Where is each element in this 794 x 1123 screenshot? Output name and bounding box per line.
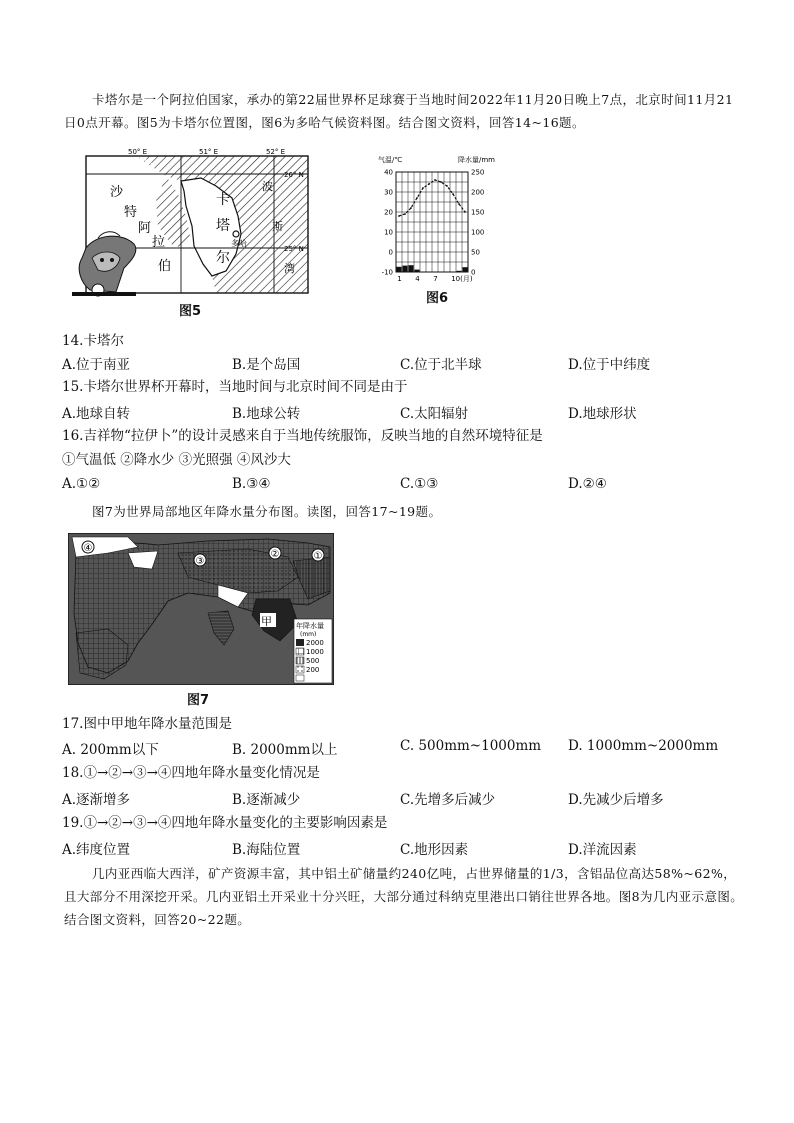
option-d: D.位于中纬度 xyxy=(568,357,651,373)
legend xyxy=(294,619,332,683)
right-tick-label: 100 xyxy=(471,228,485,237)
temperature-point xyxy=(446,185,448,187)
option-a: A.位于南亚 xyxy=(62,357,131,373)
right-tick-label: 150 xyxy=(471,208,485,217)
option-a: A.地球自转 xyxy=(62,406,131,422)
intro-paragraph-3: 几内亚西临大西洋，矿产资源丰富，其中铝土矿储量约240亿吨，占世界储量的1/3，含铝品位高达58%~62%，且大部分不用深挖开采。几内亚铝土开采业十分兴旺，大部分通过科纳克里港出口销往世界各地。图8为几内亚示意图。结合图文资料，回答20~22题。 xyxy=(64,866,744,927)
question-14 xyxy=(62,331,124,351)
option-d: D. 1000mm~2000mm xyxy=(568,738,719,754)
option-c: C. 500mm~1000mm xyxy=(400,738,542,754)
question-number: 14. xyxy=(62,333,84,349)
x-tick-label: 10(月) xyxy=(451,275,473,283)
left-tick-label: 0 xyxy=(388,248,393,257)
lon-label: 52° E xyxy=(266,148,286,156)
place-label: 沙 xyxy=(110,185,124,200)
question-16 xyxy=(62,426,543,446)
temperature-point xyxy=(434,179,436,181)
temperature-point xyxy=(398,215,400,217)
left-axis-label: 气温/℃ xyxy=(378,156,403,164)
option-d: D.②④ xyxy=(568,476,607,492)
place-label: 特 xyxy=(124,205,138,220)
temperature-point xyxy=(458,203,460,205)
option-a: A.逐渐增多 xyxy=(62,792,131,808)
question-text: ①→②→③→④四地年降水量变化的主要影响因素是 xyxy=(83,815,388,831)
marker-1: ① xyxy=(313,551,323,562)
figure-7-precipitation-map xyxy=(68,533,334,685)
right-tick-label: 200 xyxy=(471,188,485,197)
question-number: 19. xyxy=(62,815,84,831)
legend-label: 200 xyxy=(306,666,320,674)
left-tick-label: 30 xyxy=(384,188,393,197)
option-c: C.太阳辐射 xyxy=(400,406,469,422)
right-tick-label: 50 xyxy=(471,248,480,257)
option-b: B.是个岛国 xyxy=(232,357,301,373)
place-label: 多哈 xyxy=(231,239,247,248)
option-a: A.①② xyxy=(62,476,101,492)
marker-jia: 甲 xyxy=(261,615,272,628)
option-b: B.地球公转 xyxy=(232,406,301,422)
precip-bar xyxy=(457,271,462,272)
question-text: ①→②→③→④四地年降水量变化情况是 xyxy=(83,765,320,781)
option-c: C.①③ xyxy=(400,476,439,492)
temperature-point xyxy=(440,181,442,183)
option-a: A.纬度位置 xyxy=(62,842,131,858)
figure-5-caption: 图5 xyxy=(179,304,202,319)
figure-7-caption: 图7 xyxy=(187,693,210,708)
precip-bar xyxy=(463,267,468,272)
temperature-point xyxy=(422,187,424,189)
question-text: 吉祥物“拉伊卜”的设计灵感来自于当地传统服饰，反映当地的自然环境特征是 xyxy=(83,428,543,444)
option-d: D.地球形状 xyxy=(568,406,637,422)
option-d: D.先减少后增多 xyxy=(568,792,664,808)
precip-bar xyxy=(397,267,402,272)
intro-paragraph-2: 图7为世界局部地区年降水量分布图。读图，回答17~19题。 xyxy=(92,504,442,519)
option-d: D.洋流因素 xyxy=(568,842,637,858)
place-label: 阿 xyxy=(138,221,152,236)
right-axis-label: 降水量/mm xyxy=(458,156,495,164)
x-tick-label: 4 xyxy=(415,275,420,283)
place-label: 伯 xyxy=(158,259,172,274)
place-label: 拉 xyxy=(152,235,166,250)
lon-label: 50° E xyxy=(128,148,148,156)
question-16-choices: ①气温低 ②降水少 ③光照强 ④风沙大 xyxy=(62,452,291,468)
temperature-point xyxy=(464,211,466,213)
question-number: 15. xyxy=(62,379,84,395)
lat-label: 26° N xyxy=(284,171,304,179)
place-label: 塔 xyxy=(216,218,230,234)
temperature-point xyxy=(404,213,406,215)
marker-3: ③ xyxy=(195,556,205,567)
option-c: C.先增多后减少 xyxy=(400,792,496,808)
option-b: B.海陆位置 xyxy=(232,842,301,858)
precip-bar xyxy=(403,266,408,272)
temperature-point xyxy=(452,193,454,195)
temperature-point xyxy=(416,197,418,199)
lon-label: 51° E xyxy=(199,148,219,156)
option-c: C.位于北半球 xyxy=(400,357,482,373)
marker-4: ④ xyxy=(83,543,93,554)
figure-5-qatar-map xyxy=(66,146,316,321)
option-b: B.逐渐减少 xyxy=(232,792,301,808)
left-tick-label: -10 xyxy=(381,268,393,277)
question-18 xyxy=(62,763,320,783)
question-number: 17. xyxy=(62,716,84,732)
marker-2: ② xyxy=(270,549,280,560)
place-label: 尔 xyxy=(216,250,230,266)
question-15 xyxy=(62,377,407,397)
left-tick-label: 20 xyxy=(384,208,393,217)
question-number: 18. xyxy=(62,765,84,781)
x-tick-label: 1 xyxy=(397,275,402,283)
lat-label: 25° N xyxy=(284,245,304,253)
legend-title: 年降水量 xyxy=(296,622,324,630)
left-tick-label: 10 xyxy=(384,228,393,237)
precip-bar xyxy=(409,265,414,272)
legend-label: 2000 xyxy=(306,639,324,647)
question-text: 卡塔尔世界杯开幕时，当地时间与北京时间不同是由于 xyxy=(83,379,408,395)
option-c: C.地形因素 xyxy=(400,842,469,858)
question-17 xyxy=(62,714,232,734)
option-b: B. 2000mm以上 xyxy=(232,742,338,758)
legend-unit: (mm) xyxy=(300,631,317,638)
place-label: 斯 xyxy=(272,220,283,233)
x-tick-label: 7 xyxy=(433,275,438,283)
temperature-point xyxy=(428,183,430,185)
option-b: B.③④ xyxy=(232,476,271,492)
legend-label: 1000 xyxy=(306,648,324,656)
place-label: 卡 xyxy=(216,192,230,208)
question-text: 卡塔尔 xyxy=(83,333,124,349)
figure-6-climate-chart xyxy=(370,152,500,288)
legend-label: 500 xyxy=(306,657,320,665)
intro-paragraph-1: 卡塔尔是一个阿拉伯国家，承办的第22届世界杯足球赛于当地时间2022年11月20日晚上7点，北京时间11月21日0点开幕。图5为卡塔尔位置图，图6为多哈气候资料图。结合图文资料，回答14~16题。 xyxy=(64,92,734,130)
precip-bar xyxy=(415,270,420,272)
right-tick-label: 0 xyxy=(471,268,476,277)
question-text: 图中甲地年降水量范围是 xyxy=(83,716,232,732)
temperature-point xyxy=(410,207,412,209)
figure-6-caption: 图6 xyxy=(426,291,449,306)
option-a: A. 200mm以下 xyxy=(62,742,159,758)
place-label: 湾 xyxy=(284,262,295,275)
question-number: 16. xyxy=(62,428,84,444)
left-tick-label: 40 xyxy=(384,168,393,177)
right-tick-label: 250 xyxy=(471,168,485,177)
question-19 xyxy=(62,813,387,833)
place-label: 波 xyxy=(262,180,273,193)
